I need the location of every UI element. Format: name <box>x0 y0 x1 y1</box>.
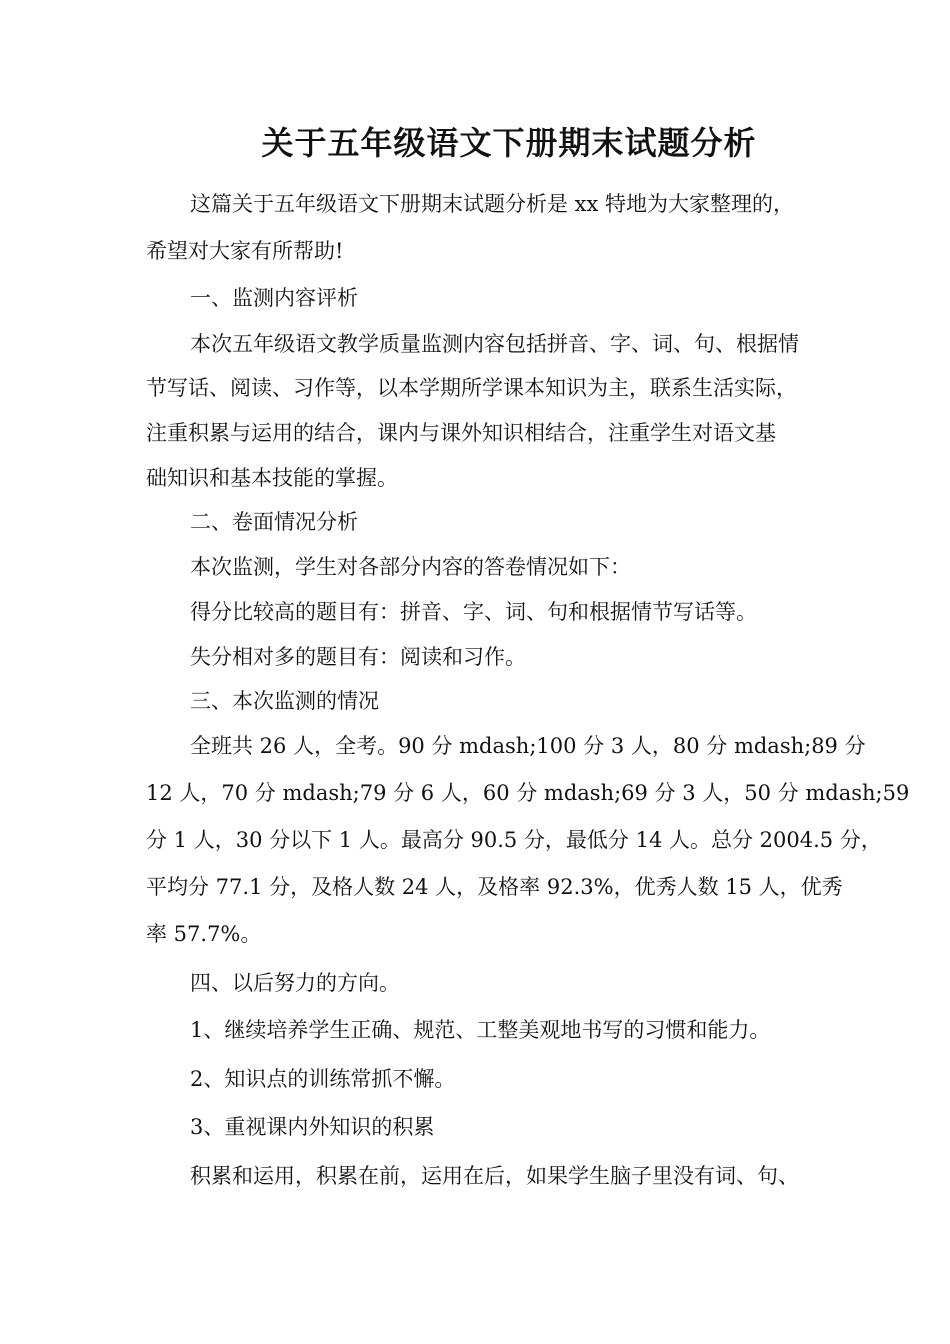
paragraph-line: 平均分 77.1 分，及格人数 24 人，及格率 92.3%，优秀人数 15 人，优秀 <box>146 875 843 899</box>
section-heading: 一、监测内容评析 <box>190 286 358 310</box>
paragraph-line: 全班共 26 人，全考。90 分 mdash;100 分 3 人，80 分 mdash;89 分 <box>190 734 866 758</box>
paragraph-line: 注重积累与运用的结合，课内与课外知识相结合，注重学生对语文基 <box>146 421 776 445</box>
section-heading: 四、以后努力的方向。 <box>190 971 400 995</box>
paragraph-line: 得分比较高的题目有：拼音、字、词、句和根据情节写话等。 <box>190 600 757 624</box>
paragraph-line: 本次监测，学生对各部分内容的答卷情况如下： <box>190 555 631 579</box>
paragraph-line: 分 1 人，30 分以下 1 人。最高分 90.5 分，最低分 14 人。总分 2004.5 分， <box>146 828 882 852</box>
list-item: 3、重视课内外知识的积累 <box>190 1115 435 1139</box>
paragraph-line: 这篇关于五年级语文下册期末试题分析是 xx 特地为大家整理的， <box>190 192 795 216</box>
list-item: 1、继续培养学生正确、规范、工整美观地书写的习惯和能力。 <box>190 1018 771 1042</box>
paragraph-line: 础知识和基本技能的掌握。 <box>146 466 398 490</box>
paragraph-line: 节写话、阅读、习作等，以本学期所学课本知识为主，联系生活实际， <box>146 376 797 400</box>
paragraph-line: 希望对大家有所帮助! <box>146 239 344 263</box>
section-heading: 三、本次监测的情况 <box>190 689 379 713</box>
document-title: 关于五年级语文下册期末试题分析 <box>261 124 757 162</box>
paragraph-line: 本次五年级语文教学质量监测内容包括拼音、字、词、句、根据情 <box>190 332 799 356</box>
paragraph-line: 率 57.7%。 <box>146 922 262 946</box>
section-heading: 二、卷面情况分析 <box>190 510 358 534</box>
paragraph-line: 失分相对多的题目有：阅读和习作。 <box>190 645 526 669</box>
paragraph-line: 12 人，70 分 mdash;79 分 6 人，60 分 mdash;69 分 3 人，50 分 mdash;59 <box>146 781 910 805</box>
list-item: 2、知识点的训练常抓不懈。 <box>190 1067 456 1091</box>
paragraph-line: 积累和运用，积累在前，运用在后，如果学生脑子里没有词、句、 <box>190 1164 799 1188</box>
